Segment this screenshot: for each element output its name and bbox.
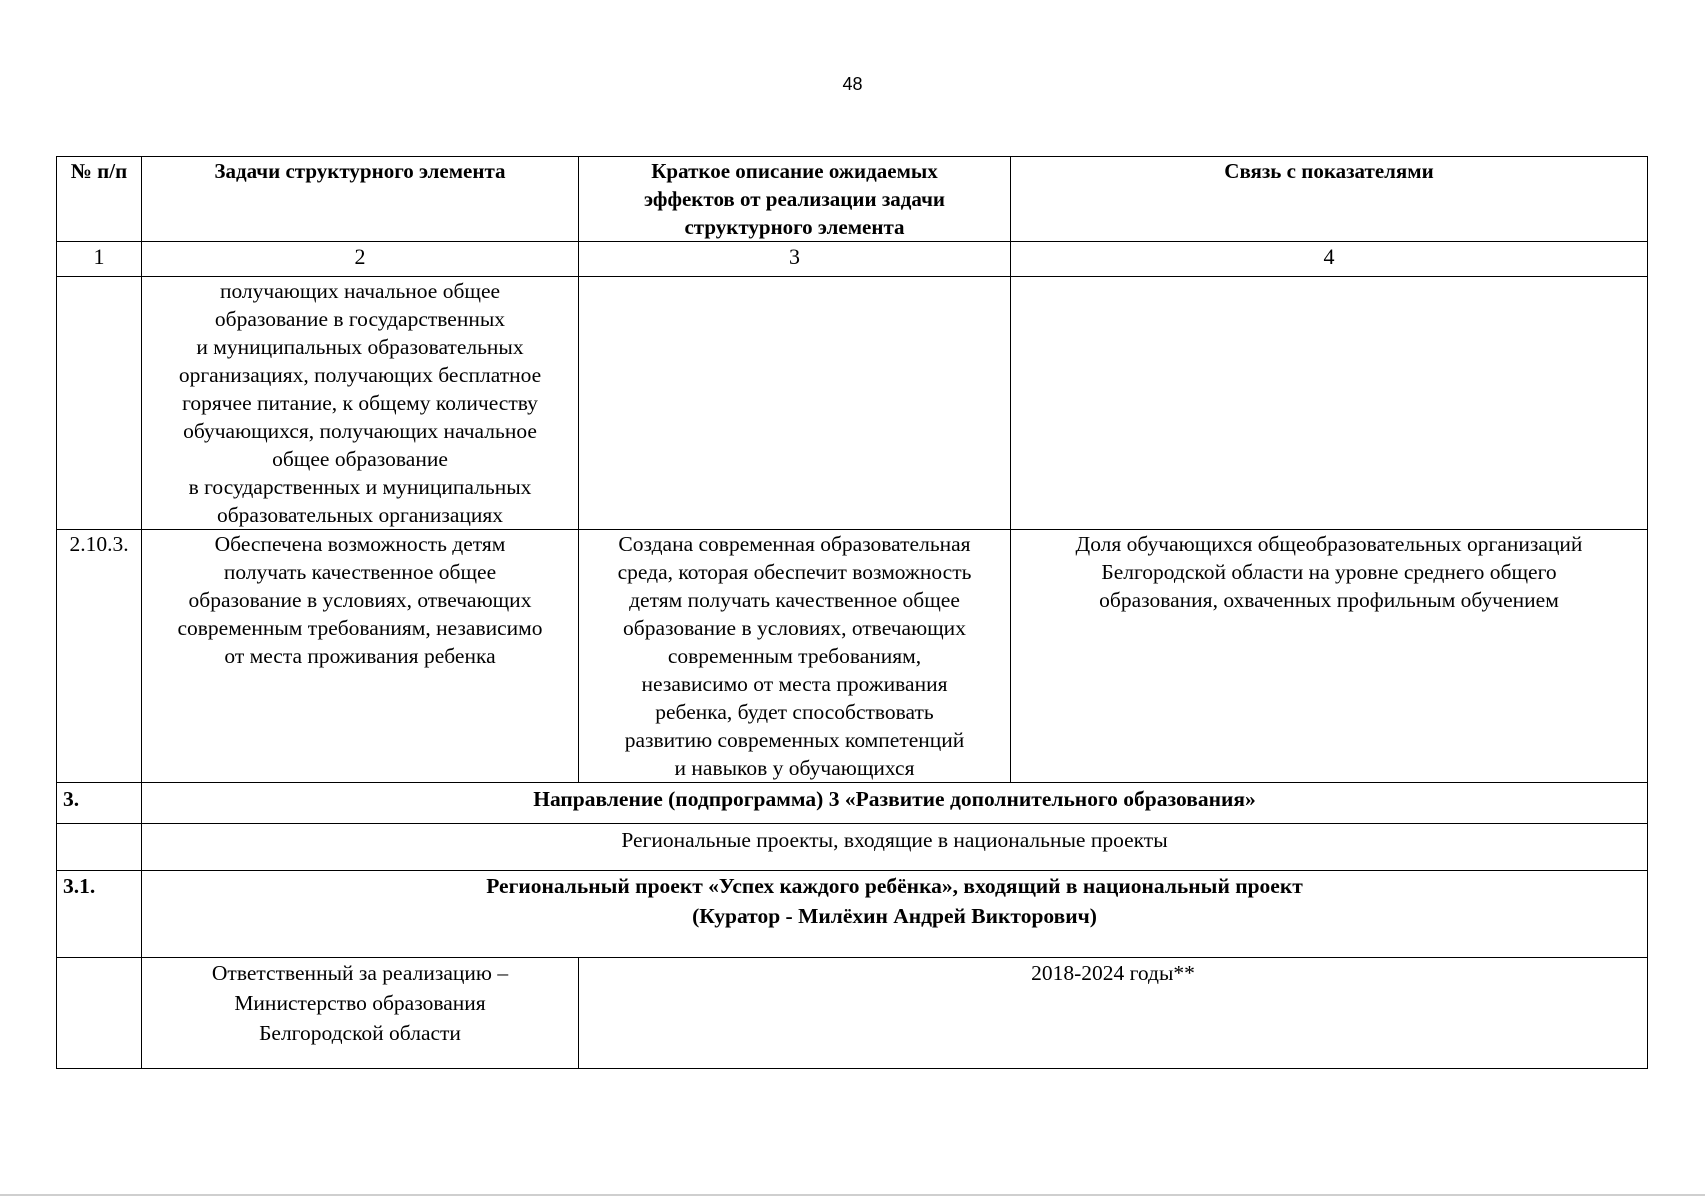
column-number-row	[57, 242, 1648, 277]
header-effects-line: Краткое описание ожидаемых	[651, 159, 938, 183]
task-line: образование в государственных	[214, 307, 506, 331]
responsible-line: Ответственный за реализацию –	[211, 961, 509, 985]
column-number-cell: 1	[57, 242, 142, 277]
effect-line: Создана современная образовательная	[618, 532, 971, 556]
task-line: получать качественное общее	[223, 560, 497, 584]
column-number-cell: 4	[1011, 242, 1648, 277]
effect-line: развитию современных компетенций	[624, 728, 965, 752]
header-effects-line: эффектов от реализации задачи	[643, 187, 946, 211]
effect-cell	[579, 530, 1011, 783]
effect-line: современным требованиям,	[667, 644, 922, 668]
indicator-line: образования, охваченных профильным обучением	[1099, 588, 1559, 612]
responsible-line: Белгородской области	[259, 1021, 461, 1045]
section-title: Региональные проекты, входящие в национальные проекты	[142, 824, 1648, 871]
indicator-cell	[1011, 277, 1648, 530]
task-line: общее образование	[272, 447, 448, 471]
responsible-cell	[142, 958, 579, 1069]
project-title-line: Региональный проект «Успех каждого ребёнка», входящий в национальный проект	[486, 874, 1303, 898]
row-number-cell: 2.10.3.	[57, 530, 142, 783]
row-number-cell	[57, 958, 142, 1069]
task-line: получающих начальное общее	[219, 279, 501, 303]
effect-line: образование в условиях, отвечающих	[623, 616, 966, 640]
header-number: № п/п	[57, 157, 142, 242]
column-number-cell: 3	[579, 242, 1011, 277]
period-cell: 2018-2024 годы**	[579, 958, 1648, 1069]
column-number-cell: 2	[142, 242, 579, 277]
header-effects	[579, 157, 1011, 242]
indicator-line: Доля обучающихся общеобразовательных организаций	[1075, 532, 1583, 556]
indicator-line: Белгородской области на уровне среднего общего	[1101, 560, 1557, 584]
row-number-cell: 3.	[57, 783, 142, 824]
header-indicators: Связь с показателями	[1011, 157, 1648, 242]
effect-line: и навыков у обучающихся	[674, 756, 915, 780]
project-curator-line: (Куратор - Милёхин Андрей Викторович)	[692, 904, 1097, 928]
task-cell	[142, 530, 579, 783]
indicator-cell	[1011, 530, 1648, 783]
task-line: образовательных организациях	[216, 503, 504, 527]
task-line: современным требованиям, независимо	[177, 616, 543, 640]
task-line: образование в условиях, отвечающих	[188, 588, 532, 612]
header-effects-line: структурного элемента	[684, 215, 905, 239]
structural-elements-table	[56, 156, 1648, 1069]
effect-cell	[579, 277, 1011, 530]
responsible-row	[57, 958, 1648, 1069]
task-line: организациях, получающих бесплатное	[178, 363, 542, 387]
effect-line: ребенка, будет способствовать	[655, 700, 934, 724]
table-row	[57, 277, 1648, 530]
task-line: и муниципальных образовательных	[196, 335, 524, 359]
project-row	[57, 871, 1648, 958]
effect-line: среда, которая обеспечит возможность	[617, 560, 972, 584]
table-header-row	[57, 157, 1648, 242]
effect-line: детям получать качественное общее	[629, 588, 960, 612]
task-line: в государственных и муниципальных	[188, 475, 532, 499]
task-line: обучающихся, получающих начальное	[183, 419, 537, 443]
header-tasks: Задачи структурного элемента	[142, 157, 579, 242]
row-number-cell	[57, 824, 142, 871]
task-line: горячее питание, к общему количеству	[182, 391, 538, 415]
project-title	[142, 871, 1648, 958]
direction-title: Направление (подпрограмма) 3 «Развитие дополнительного образования»	[142, 783, 1648, 824]
page-number: 48	[842, 74, 863, 94]
scan-edge-line	[0, 1194, 1705, 1196]
effect-line: независимо от места проживания	[641, 672, 948, 696]
task-cell	[142, 277, 579, 530]
task-line: Обеспечена возможность детям	[214, 532, 506, 556]
section-row	[57, 824, 1648, 871]
task-line: от места проживания ребенка	[224, 644, 496, 668]
table-row	[57, 530, 1648, 783]
direction-row	[57, 783, 1648, 824]
row-number-cell: 3.1.	[57, 871, 142, 958]
responsible-line: Министерство образования	[234, 991, 486, 1015]
row-number-cell	[57, 277, 142, 530]
